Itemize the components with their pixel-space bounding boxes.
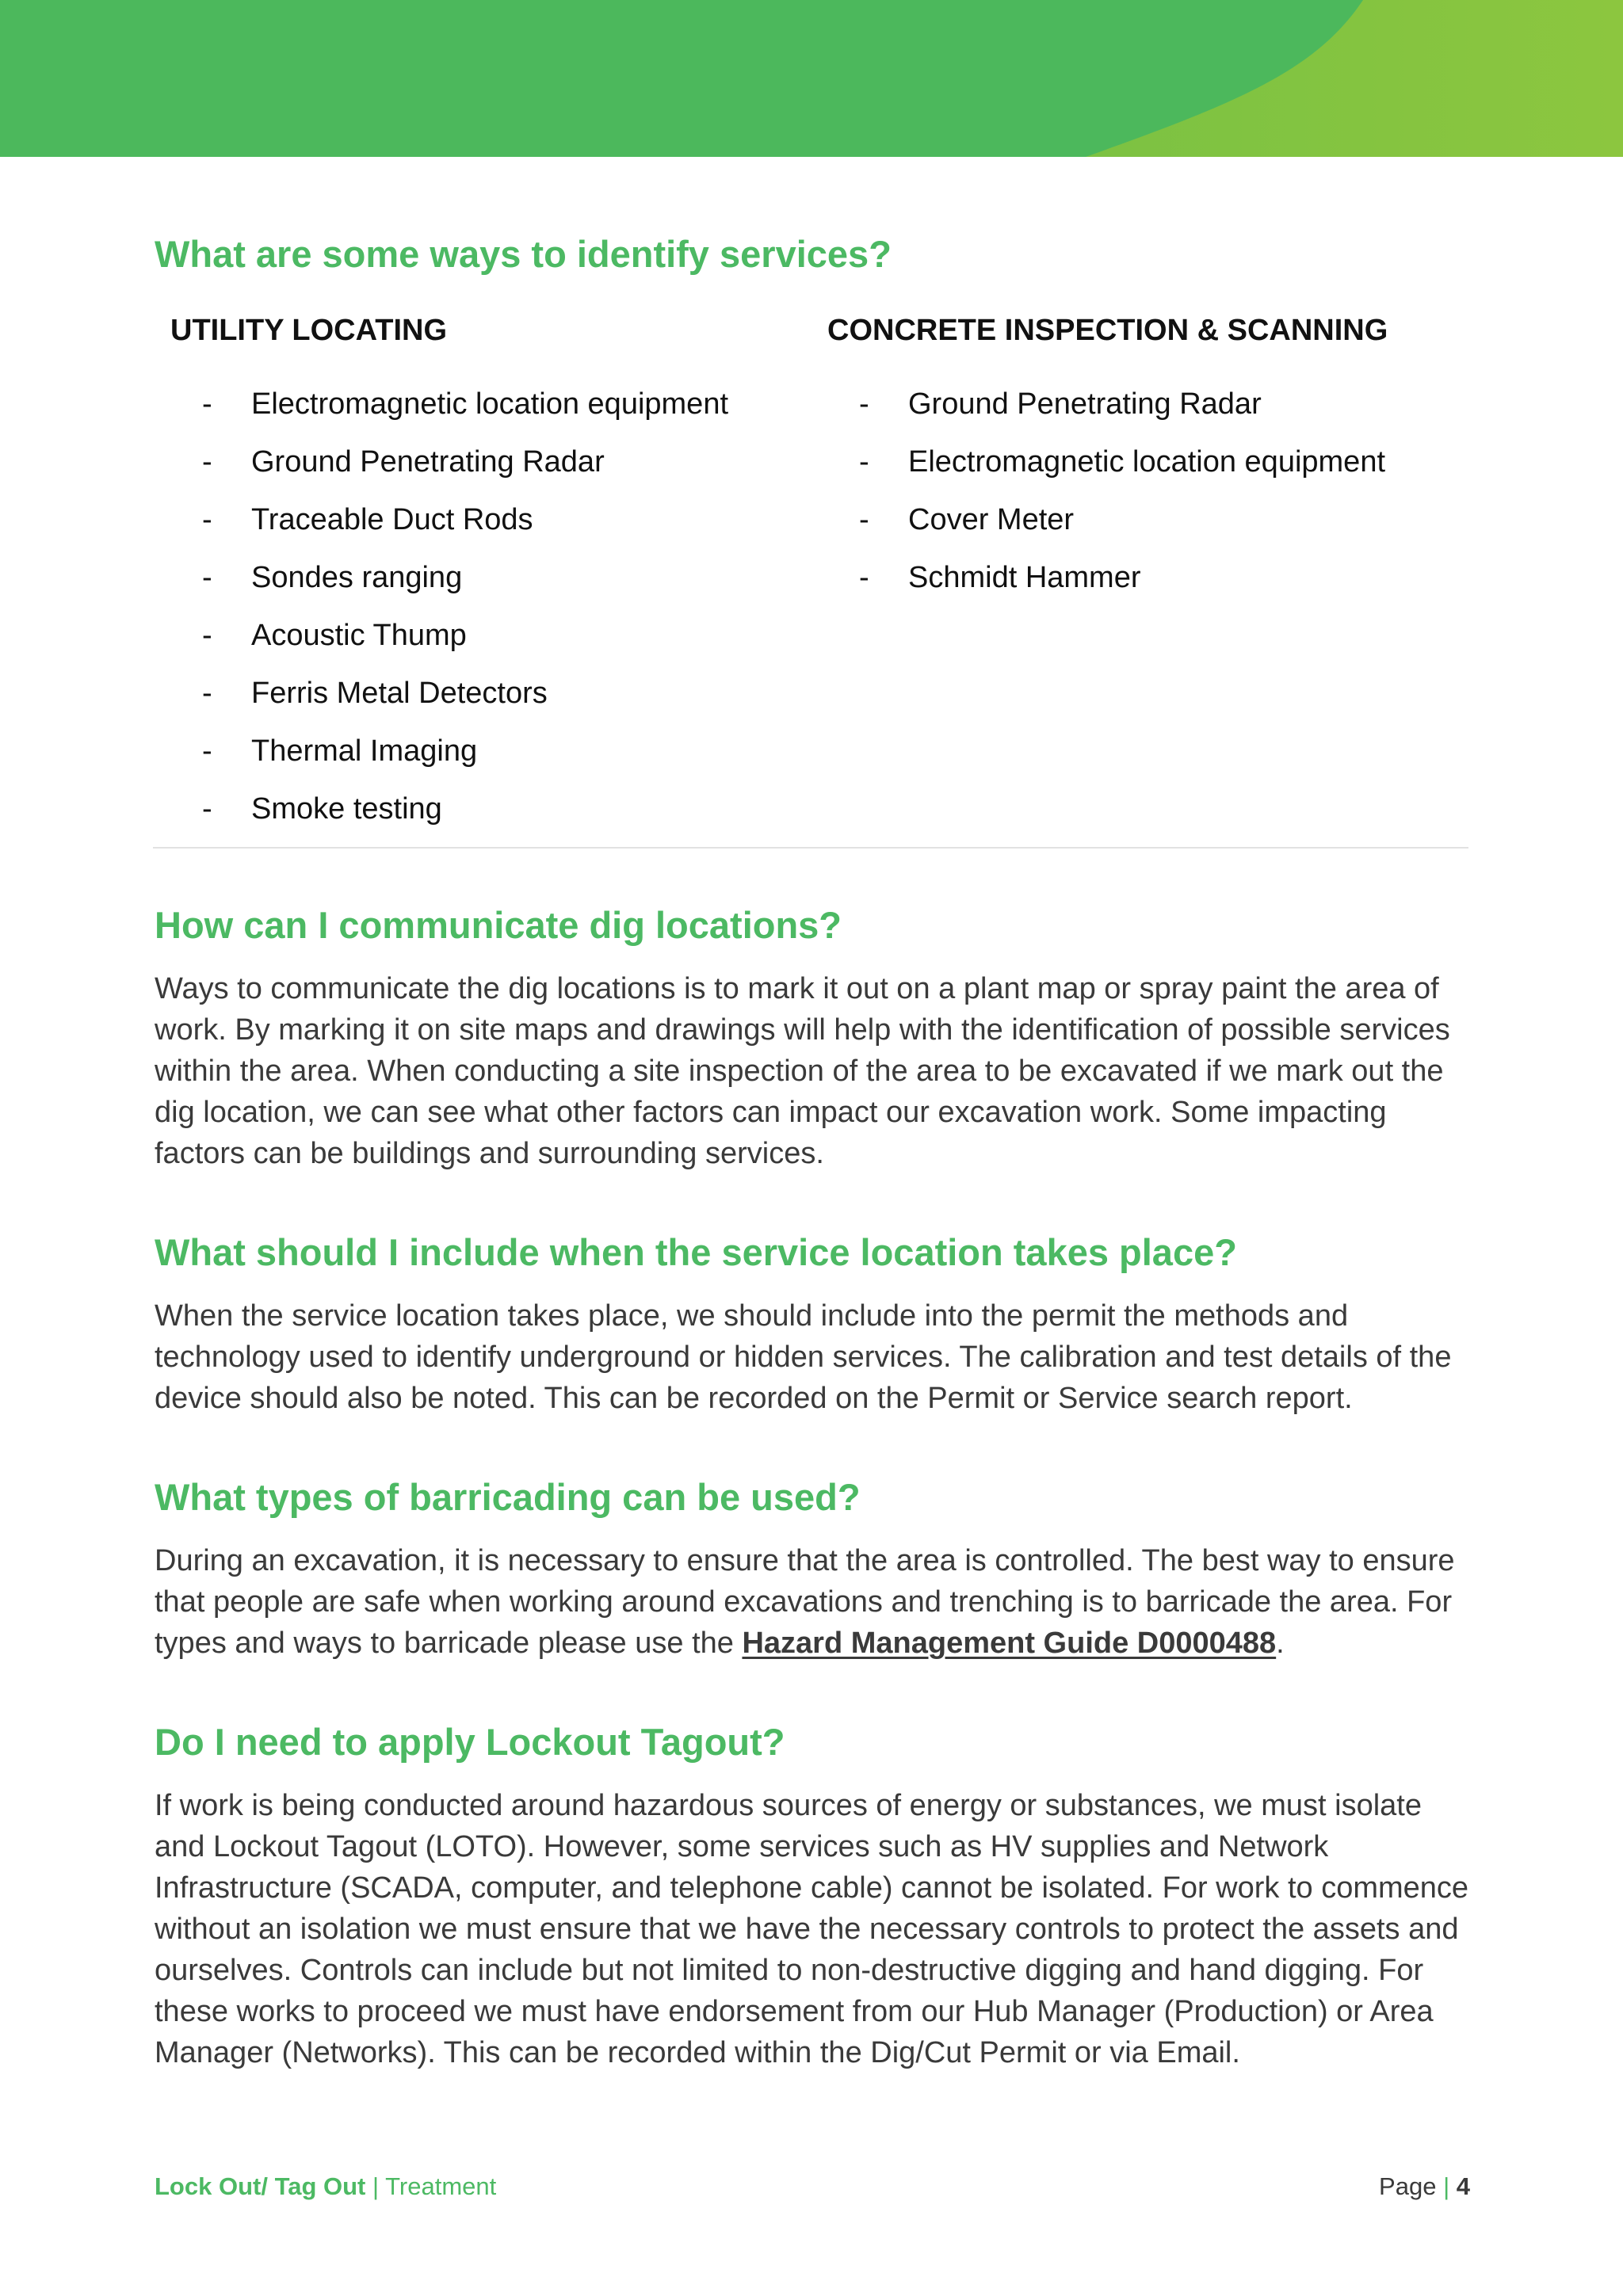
identify-services-heading: What are some ways to identify services?: [155, 233, 892, 275]
dash-bullet: -: [202, 792, 212, 826]
section-divider: [153, 847, 1468, 849]
list-item-text: Cover Meter: [908, 503, 1075, 536]
dash-bullet: -: [202, 387, 212, 421]
dash-bullet: -: [859, 503, 869, 536]
list-item-text: Electromagnetic location equipment: [251, 387, 729, 421]
dash-bullet: -: [859, 387, 869, 421]
list-item-text: Smoke testing: [251, 792, 442, 826]
communicate-body: Ways to communicate the dig locations is to mark it out on a plant map or spray paint the area of work. By marking it on site maps and drawings will help with the identification of possible services within the area. When conducting a site inspection of the area to be excavated if we mark out the dig location, we can see what other factors can impact our excavation work. Some impacting factors can be buildings and surrounding services.: [155, 972, 1450, 1170]
utility-locating-heading: UTILITY LOCATING: [170, 314, 448, 347]
footer-page-number: 4: [1456, 2172, 1470, 2200]
list-item-text: Sondes ranging: [251, 561, 463, 594]
barricading-body: [155, 1540, 1474, 1664]
footer-document-title: [155, 2168, 496, 2205]
list-item-text: Ground Penetrating Radar: [251, 445, 605, 479]
hazard-management-guide-link[interactable]: Hazard Management Guide D0000488: [742, 1627, 1277, 1660]
list-item-text: Ground Penetrating Radar: [908, 387, 1262, 421]
loto-heading: Do I need to apply Lockout Tagout?: [155, 1721, 785, 1763]
list-item-text: Acoustic Thump: [251, 619, 467, 652]
barricading-body-end: .: [1276, 1627, 1285, 1660]
list-item-text: Ferris Metal Detectors: [251, 677, 548, 710]
list-item-text: Schmidt Hammer: [908, 561, 1141, 594]
footer-page-label: Page: [1379, 2172, 1437, 2200]
dash-bullet: -: [202, 619, 212, 652]
dash-bullet: -: [202, 445, 212, 479]
communicate-heading: How can I communicate dig locations?: [155, 904, 842, 946]
footer-separator: |: [372, 2172, 380, 2200]
list-item-text: Electromagnetic location equipment: [908, 445, 1386, 479]
page-footer: [155, 2168, 1470, 2205]
footer-doc-subtitle: Treatment: [385, 2172, 497, 2200]
barricading-body-text: During an excavation, it is necessary to ensure that the area is controlled. The best way to ensure that people are safe when working around excavations and trenching is to barricade the area. For types and ways to barricade please use the: [155, 1544, 1455, 1660]
dash-bullet: -: [202, 561, 212, 594]
header-banner: [0, 0, 1623, 157]
footer-page-indicator: [1379, 2168, 1470, 2205]
dash-bullet: -: [202, 734, 212, 768]
header-banner-graphic: [0, 0, 1623, 157]
concrete-scanning-heading: CONCRETE INSPECTION & SCANNING: [827, 314, 1388, 347]
list-item-text: Thermal Imaging: [251, 734, 478, 768]
barricading-heading: What types of barricading can be used?: [155, 1476, 861, 1518]
dash-bullet: -: [202, 503, 212, 536]
footer-page-separator: |: [1443, 2172, 1450, 2200]
loto-body: If work is being conducted around hazardous sources of energy or substances, we must isolate and Lockout Tagout (LOTO). However, some services such as HV supplies and Network Infrastructure (SCADA, computer, and telephone cable) cannot be isolated. For work to commence without an isolation we must ensure that we have the necessary controls to protect the assets and ourselves. Controls can include but not limited to non-destructive digging and hand digging. For these works to proceed we must have endorsement from our Hub Manager (Production) or Area Manager (Networks). This can be recorded within the Dig/Cut Permit or via Email.: [155, 1789, 1469, 2069]
dash-bullet: -: [859, 445, 869, 479]
dash-bullet: -: [859, 561, 869, 594]
include-body: When the service location takes place, we should include into the permit the methods and technology used to identify underground or hidden services. The calibration and test details of the device should also be noted. This can be recorded on the Permit or Service search report.: [155, 1299, 1452, 1415]
footer-doc-title: Lock Out/ Tag Out: [155, 2172, 366, 2200]
dash-bullet: -: [202, 677, 212, 710]
include-heading: What should I include when the service location takes place?: [155, 1231, 1237, 1273]
list-item-text: Traceable Duct Rods: [251, 503, 533, 536]
